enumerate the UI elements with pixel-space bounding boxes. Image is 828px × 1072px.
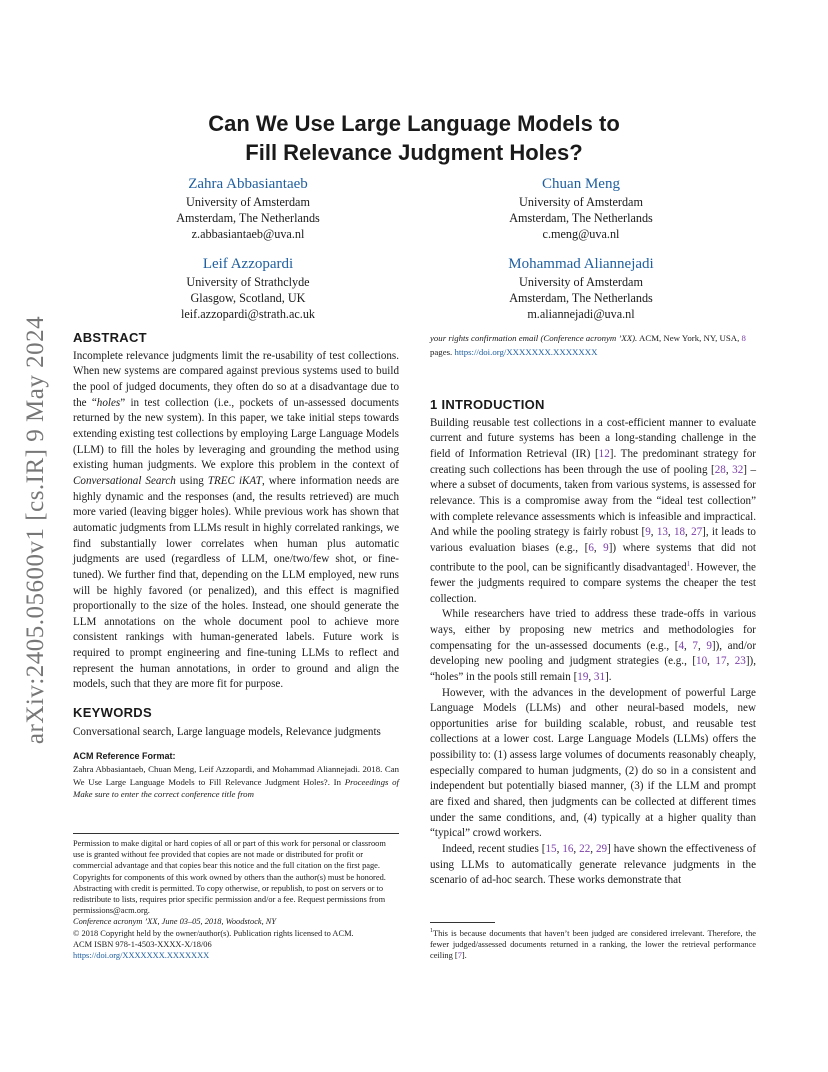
left-column bbox=[73, 330, 399, 800]
author-block bbox=[118, 254, 378, 322]
keywords-text: Conversational search, Large language models, Relevance judgments bbox=[73, 725, 381, 738]
author-name[interactable]: Zahra Abbasiantaeb bbox=[188, 176, 308, 192]
footnote-rule bbox=[430, 922, 495, 923]
abstract-text: Incomplete relevance judgments limit the re-usability of test collections. When new systems are compared against previous systems used to build the pool of judged documents, they often do so at a disadvantage due to the “holes” in test collection (i.e., pockets of un-assessed documents returned by the new system). In this paper, we take initial steps towards extending existing test collections by employing Large Language Models (LLM) to fill the holes by leveraging and grounding the method using existing human judgments. We explore this problem in the context of Conversational Search using TREC iKAT, where information needs are highly dynamic and the responses (and, the results retrieved) are much more varied (leaving bigger holes). While previous work has shown that automatic judgments from LLMs result in highly correlated rankings, we find substantially lower correlates when human plus automatic judgments are used (regardless of LLM, one/two/few shot, or fine-tuned). We further find that, depending on the LLM employed, new runs will be highly favored (or penalized), and this effect is magnified proportionally to the size of the holes. Instead, one should generate the LLM annotations on the whole document pool to achieve more consistent rankings with human-generated labels. Future work is required to prompt engineering and fine-tuning LLMs to reflect and represent the human annotations, in order to ground and align the models, such that they are more fit for purpose. bbox=[73, 349, 399, 691]
author-affiliation: University of Amsterdam bbox=[519, 275, 643, 289]
right-column bbox=[430, 331, 756, 889]
intro-paragraph-3: However, with the advances in the development of powerful Large Language Models (LLMs) and other neural-based models, new opportunities arise for building scalable, robust, and reusable test collections at a lower cost. Large Language Models (LLMs) offers the possibility to: (1) assess large volumes of documents reasonably cheaply, especially compared to human judgments, (2) do so in a consistent and independent but potentially biased manner, (3) if the LLM and prompt are fixed and shared, then judgments can be collected at different times under the same conditions, and, (4) typically at a higher quality than “typical” crowd workers. bbox=[430, 686, 756, 840]
author-email: c.meng@uva.nl bbox=[542, 227, 620, 241]
footnote bbox=[430, 926, 756, 961]
permission-block bbox=[73, 838, 399, 961]
doi-link[interactable]: https://doi.org/XXXXXXX.XXXXXXX bbox=[73, 951, 210, 961]
conference-info: Conference acronym ’XX, June 03–05, 2018, Woodstock, NY bbox=[73, 917, 277, 927]
acm-doi-link[interactable]: https://doi.org/XXXXXXX.XXXXXXX bbox=[454, 347, 598, 357]
acm-reference-continued: your rights confirmation email (Conference acronym ’XX). ACM, New York, NY, USA, 8 pages. https://doi.org/XXXXXXX.XXXXXXX bbox=[430, 333, 746, 357]
author-affiliation: University of Strathclyde bbox=[186, 275, 310, 289]
intro-paragraph-4: Indeed, recent studies [15, 16, 22, 29] have shown the effectiveness of using LLMs to automatically generate relevance judgments in the scenario of ad-hoc search. These works demonstrate that bbox=[430, 843, 757, 887]
title-line-2: Fill Relevance Judgment Holes? bbox=[245, 140, 583, 165]
author-block bbox=[118, 174, 378, 242]
author-name[interactable]: Mohammad Aliannejadi bbox=[508, 256, 654, 272]
intro-paragraph-2: While researchers have tried to address these trade-offs in various ways, either by proposing new metrics and methodologies for compensating for the un-assessed documents (e.g., [4, 7, 9]), and/or developing new pooling and judgment strategies (e.g., [10, 17, 23]), “holes” in the pools still remain [19, 31]. bbox=[430, 608, 757, 683]
arxiv-watermark: arXiv:2405.05600v1 [cs.IR] 9 May 2024 bbox=[22, 315, 49, 745]
footnote-rule bbox=[73, 833, 399, 834]
author-name[interactable]: Leif Azzopardi bbox=[202, 256, 294, 272]
acm-reference-text: Zahra Abbasiantaeb, Chuan Meng, Leif Azzopardi, and Mohammad Aliannejadi. 2018. Can We Use Large Language Models to Fill Relevance Judgment Holes?. In Proceedings of Make sure to enter the correct conference title from bbox=[73, 764, 399, 799]
author-email: m.aliannejadi@uva.nl bbox=[527, 307, 635, 321]
acm-reference-heading: ACM Reference Format: bbox=[73, 751, 176, 762]
paper-title bbox=[74, 109, 754, 167]
author-affiliation: University of Amsterdam bbox=[519, 195, 643, 209]
author-affiliation: University of Amsterdam bbox=[186, 195, 310, 209]
author-name[interactable]: Chuan Meng bbox=[542, 176, 620, 192]
author-email: leif.azzopardi@strath.ac.uk bbox=[180, 307, 316, 321]
copyright-text: © 2018 Copyright held by the owner/author(s). Publication rights licensed to ACM. bbox=[73, 928, 354, 938]
isbn-text: ACM ISBN 978-1-4503-XXXX-X/18/06 bbox=[73, 939, 212, 949]
author-location: Glasgow, Scotland, UK bbox=[190, 291, 306, 305]
permission-text: Permission to make digital or hard copies of all or part of this work for personal or classroom use is granted without fee provided that copies are not made or distributed for profit or commercial advantage and that copies bear this notice and the full citation on the first page. Copyrights for components of this work owned by others than the author(s) must be honored. Abstracting with credit is permitted. To copy otherwise, or republish, to post on servers or to redistribute to lists, requires prior specific permission and/or a fee. Request permissions from permissions@acm.org. bbox=[73, 839, 386, 916]
author-email: z.abbasiantaeb@uva.nl bbox=[191, 227, 305, 241]
author-location: Amsterdam, The Netherlands bbox=[176, 211, 320, 225]
keywords-heading: KEYWORDS bbox=[73, 705, 152, 721]
intro-paragraph-1: Building reusable test collections in a cost-efficient manner to evaluate current and future systems has been a long-standing challenge in the field of Information Retrieval (IR) [12]. The predominant strategy for creating such collections has been through the use of pooling [28, 32] – where a subset of documents, taken from various systems, is assessed for relevance. This is a compromise away from the “ideal test collection” with complete relevance assessments which is infeasible and impractical. And while the pooling strategy is fairly robust [9, 13, 18, 27], it leads to various evaluation biases (e.g., [6, 9]) where systems that did not contribute to the pool, can be significantly disadvantaged$^1$. However, the fewer the judgments required to compare systems the cheaper the test collection. bbox=[430, 416, 757, 605]
introduction-heading: 1 INTRODUCTION bbox=[430, 397, 545, 412]
title-line-1: Can We Use Large Language Models to bbox=[208, 111, 620, 136]
author-location: Amsterdam, The Netherlands bbox=[509, 291, 653, 305]
footnote-text: $^1$This is because documents that haven’t been judged are considered irrelevant. Therefore, the fewer judged/assessed documents returned in a ranking, the lower the retrieval performance ceiling [7]. bbox=[430, 928, 756, 961]
author-block bbox=[451, 254, 711, 322]
abstract-heading: ABSTRACT bbox=[73, 330, 147, 345]
author-block bbox=[451, 174, 711, 242]
author-location: Amsterdam, The Netherlands bbox=[509, 211, 653, 225]
